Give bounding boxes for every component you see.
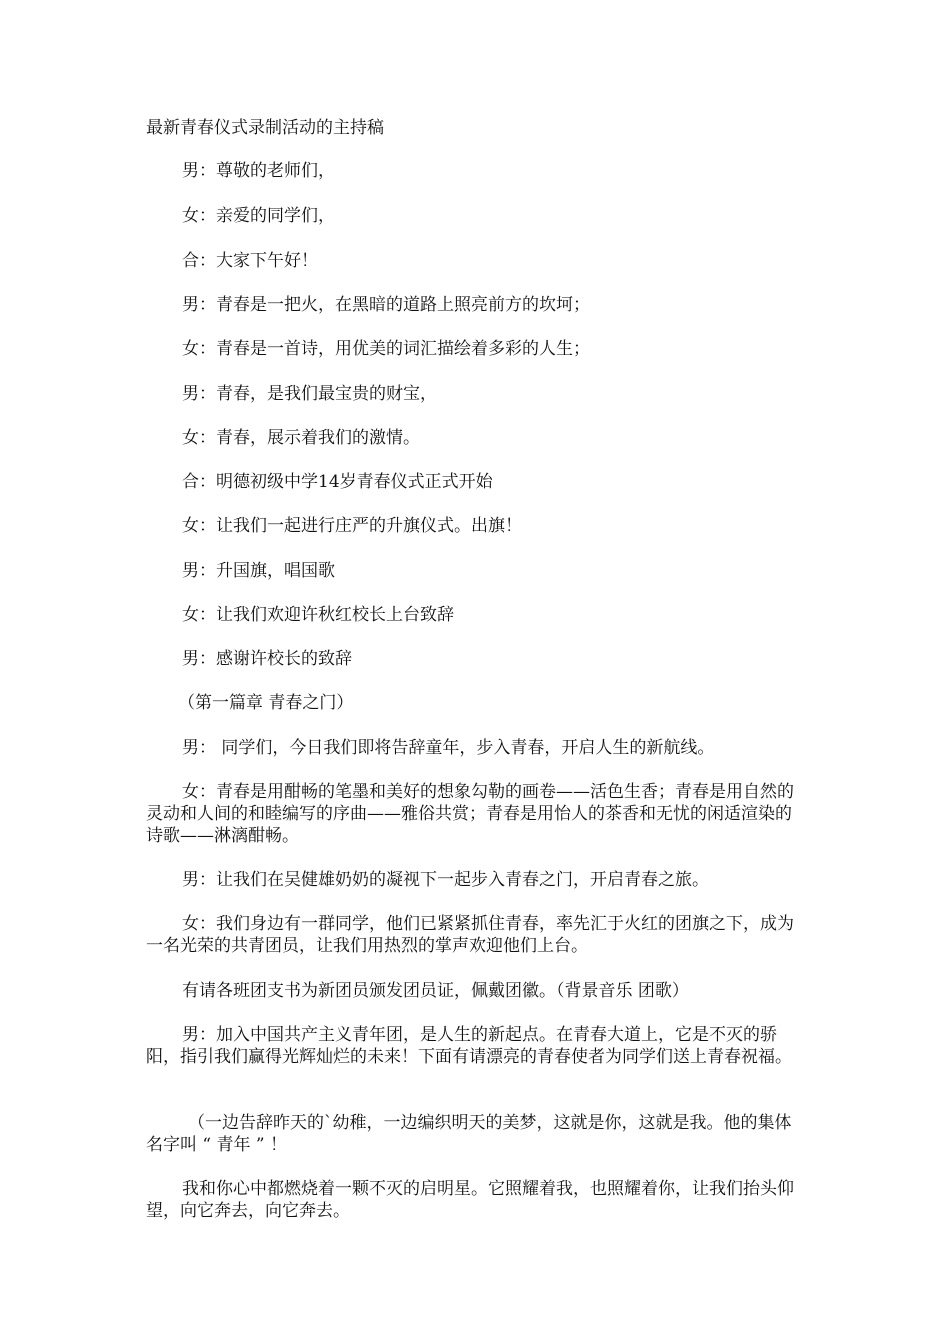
paragraph: 女：让我们一起进行庄严的升旗仪式。出旗！ — [182, 516, 522, 536]
paragraph: 男：感谢许校长的致辞 — [182, 649, 352, 669]
paragraph: 男：青春，是我们最宝贵的财宝， — [182, 384, 437, 404]
paragraph: 男：加入中国共产主义青年团，是人生的新起点。在青春大道上，它是不灭的骄阳，指引我们赢得光辉灿烂的未来！下面有请漂亮的青春使者为同学们送上青春祝福。 — [146, 1025, 792, 1067]
paragraph: 女：青春是用酣畅的笔墨和美好的想象勾勒的画卷——活色生香；青春是用自然的灵动和人间的和睦编写的序曲——雅俗共赏；青春是用怡人的茶香和无忧的闲适渲染的诗歌——淋漓酣畅。 — [146, 782, 794, 846]
paragraph: 女：青春是一首诗，用优美的词汇描绘着多彩的人生； — [182, 339, 590, 359]
paragraph: 女：我们身边有一群同学，他们已紧紧抓住青春，率先汇于火红的团旗之下，成为一名光荣的共青团员，让我们用热烈的掌声欢迎他们上台。 — [146, 914, 794, 956]
paragraph: 男：青春是一把火，在黑暗的道路上照亮前方的坎坷； — [182, 295, 590, 315]
paragraph: 合：明德初级中学14岁青春仪式正式开始 — [182, 472, 493, 492]
document-title: 最新青春仪式录制活动的主持稿 — [146, 118, 384, 138]
paragraph: 男： 同学们，今日我们即将告辞童年，步入青春，开启人生的新航线。 — [182, 738, 715, 758]
paragraph: 男：升国旗，唱国歌 — [182, 561, 335, 581]
paragraph: 男：尊敬的老师们， — [182, 161, 335, 181]
paragraph: 我和你心中都燃烧着一颗不灭的启明星。它照耀着我，也照耀着你，让我们抬头仰望，向它奔去，向它奔去。 — [146, 1179, 794, 1221]
paragraph: 有请各班团支书为新团员颁发团员证，佩戴团徽。（背景音乐 团歌） — [182, 981, 689, 1001]
paragraph: 男：让我们在吴健雄奶奶的凝视下一起步入青春之门，开启青春之旅。 — [182, 870, 709, 890]
paragraph: 合：大家下午好！ — [182, 251, 318, 271]
paragraph: 女：亲爱的同学们， — [182, 206, 335, 226]
paragraph: 女：青春，展示着我们的激情。 — [182, 428, 420, 448]
paragraph: 女：让我们欢迎许秋红校长上台致辞 — [182, 605, 454, 625]
section-heading: （第一篇章 青春之门） — [178, 693, 354, 713]
paragraph: （一边告辞昨天的`幼稚，一边编织明天的美梦，这就是你，这就是我。他的集体名字叫 “ 青年 ” ！ — [146, 1113, 792, 1155]
